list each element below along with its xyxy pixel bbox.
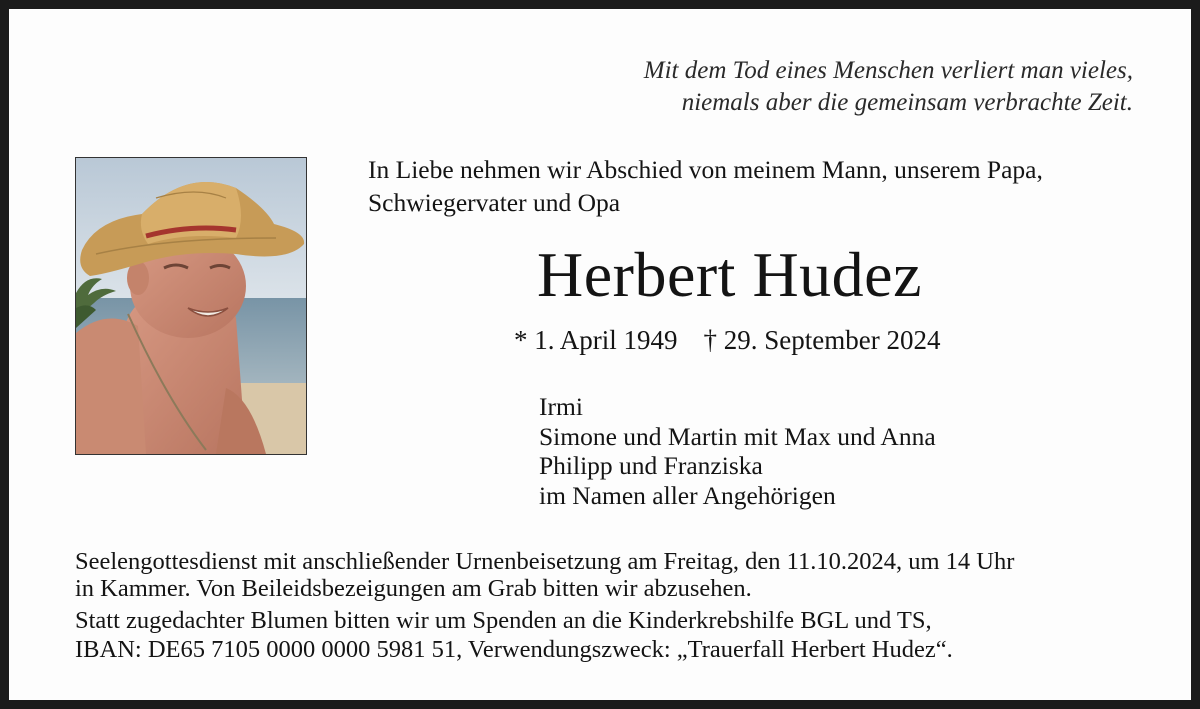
mourners-list	[539, 392, 936, 510]
service-notice	[75, 548, 1014, 602]
mourner-line: Philipp und Franziska	[539, 451, 763, 480]
deceased-name: Herbert Hudez	[537, 239, 922, 310]
portrait-photo	[75, 157, 307, 455]
farewell-intro	[368, 153, 1043, 219]
donation-line-2: IBAN: DE65 7105 0000 0000 5981 51, Verwendungszweck: „Trauerfall Herbert Hudez“.	[75, 636, 953, 663]
death-date: † 29. September 2024	[703, 325, 941, 355]
portrait-illustration	[76, 158, 306, 454]
quote-line-1: Mit dem Tod eines Menschen verliert man vieles,	[643, 57, 1133, 84]
service-line-2: in Kammer. Von Beileidsbezeigungen am Grab bitten wir abzusehen.	[75, 575, 752, 602]
intro-line-2: Schwiegervater und Opa	[368, 188, 621, 217]
life-dates	[514, 323, 940, 357]
intro-line-1: In Liebe nehmen wir Abschied von meinem Mann, unserem Papa,	[368, 155, 1043, 184]
donation-line-1: Statt zugedachter Blumen bitten wir um Spenden an die Kinderkrebshilfe BGL und TS,	[75, 607, 932, 634]
donation-notice	[75, 606, 953, 664]
birth-date: * 1. April 1949	[514, 325, 678, 355]
mourner-line: Simone und Martin mit Max und Anna	[539, 421, 936, 451]
mourner-line: im Namen aller Angehörigen	[539, 480, 836, 510]
mourner-line: Irmi	[539, 392, 583, 421]
quote-line-2: niemals aber die gemeinsam verbrachte Zeit.	[681, 89, 1133, 116]
service-line-1: Seelengottesdienst mit anschließender Urnenbeisetzung am Freitag, den 11.10.2024, um 14 Uhr	[75, 548, 1015, 575]
memorial-quote	[644, 55, 1133, 119]
